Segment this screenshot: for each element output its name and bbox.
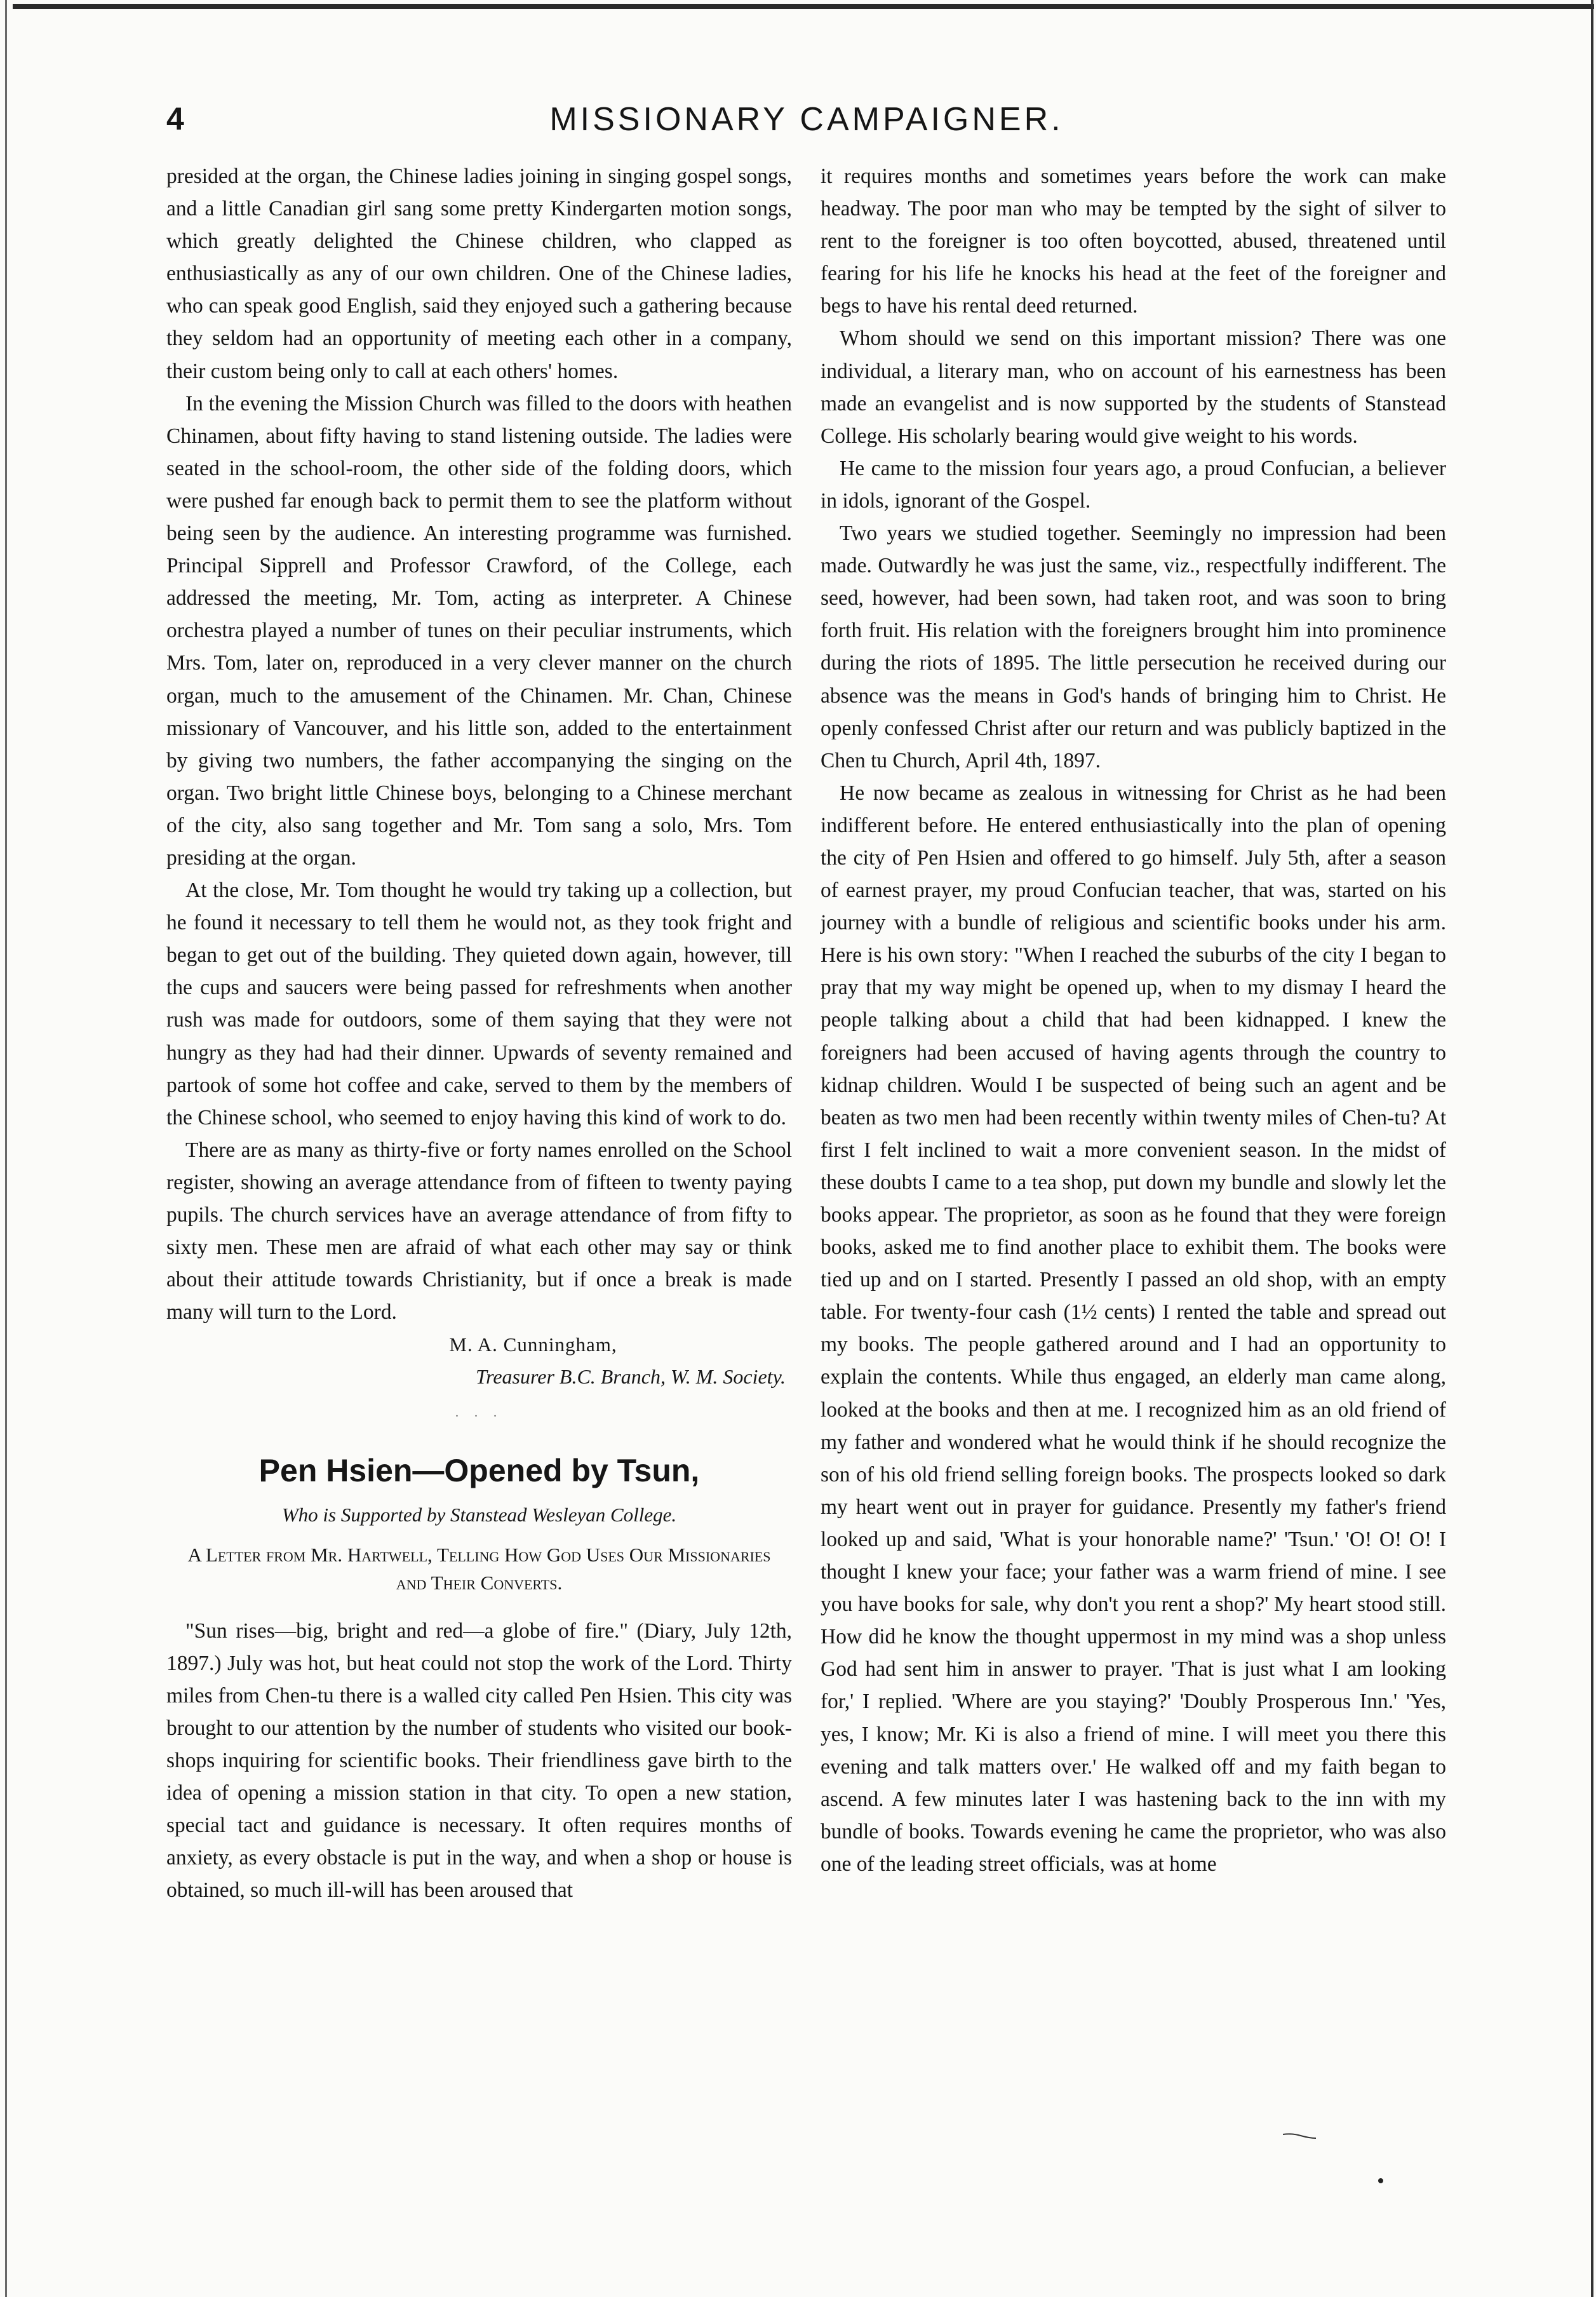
left-column — [166, 160, 792, 1906]
article-deck: A Letter from Mr. Hartwell, Telling How God Uses Our Missionaries and Their Converts. — [187, 1543, 771, 1594]
paragraph: There are as many as thirty-five or forty names enrolled on the School register, showing an average attendance from of fifteen to twenty paying pupils. The church services have an average attendance of from fifty to sixty men. These men are afraid of what each other may say or think about their attitude towards Christianity, but if once a break is made many will turn to the Lord. — [166, 1138, 792, 1324]
signature-name: M. A. Cunningham, — [449, 1333, 617, 1356]
paragraph: presided at the organ, the Chinese ladies joining in singing gospel songs, and a little Canadian girl sang some pretty Kindergarten motion songs, which greatly delighted the Chinese children, who clapped as enthusiastically as any of our own children. One of the Chinese ladies, who can speak good English, said they enjoyed such a gathering because they seldom had an opportunity of meeting each other in a company, their custom being only to call at each others' homes. — [166, 165, 792, 383]
paragraph: "Sun rises—big, bright and red—a globe of fire." (Diary, July 12th, 1897.) July was hot, but heat could not stop the work of the Lord. Thirty miles from Chen-tu there is a walled city called Pen Hsien. This city was brought to our attention by the number of students who visited our book-shops inquiring for scientific books. Their friendliness gave birth to the idea of opening a mission station in that city. To open a new station, special tact and guidance is necessary. It often requires months of anxiety, as every obstacle is put in the way, and when a shop or house is obtained, so much ill-will has been aroused that — [166, 1619, 792, 1903]
paragraph: He came to the mission four years ago, a proud Confucian, a believer in idols, ignorant of the Gospel. — [821, 456, 1446, 513]
signature-title: Treasurer B.C. Branch, W. M. Society. — [476, 1365, 786, 1389]
right-column — [821, 160, 1446, 1880]
paragraph: it requires months and sometimes years before the work can make headway. The poor man who may be tempted by the sight of silver to rent to the foreigner is too often boycotted, abused, threatened until fearing for his life he knocks his head at the feet of the foreigner and begs to have his rental deed returned. — [821, 165, 1446, 318]
paragraph: Two years we studied together. Seemingly no impression had been made. Outwardly he was just the same, viz., respectfully indifferent. The seed, however, had been sown, had taken root, and was soon to bring forth fruit. His relation with the foreigners brought him into prominence during the riots of 1895. The little persecution he received during our absence was the means in God's hands of bringing him to Christ. He openly confessed Christ after our return and was publicly baptized in the Chen tu Church, April 4th, 1897. — [821, 522, 1446, 772]
scan-dot — [1378, 2178, 1383, 2183]
scan-border-right — [1591, 0, 1593, 2297]
article-title: Pen Hsien—Opened by Tsun, — [258, 1452, 700, 1488]
page-header — [166, 100, 1447, 145]
paragraph: At the close, Mr. Tom thought he would try taking up a collection, but he found it necessary to tell them he would not, as they took fright and began to get out of the building. They quieted down again, however, till the cups and saucers were being passed for refreshments when another rush was made for outdoors, some of them saying that they were not hungry as they had had their dinner. Upwards of seventy remained and partook of some hot coffee and cake, served to them by the members of the Chinese school, who seemed to enjoy having this kind of work to do. — [166, 879, 792, 1129]
scan-mark — [1283, 2133, 1316, 2139]
section-separator: . . . — [455, 1405, 503, 1420]
paragraph: Whom should we send on this important mission? There was one individual, a literary man, who on account of his earnestness has been made an evangelist and is now supported by the students of Stanstead College. His scholarly bearing would give weight to his words. — [821, 327, 1446, 448]
paragraph: In the evening the Mission Church was filled to the doors with heathen Chinamen, about fifty having to stand listening outside. The ladies were seated in the school-room, the other side of the folding doors, which were pushed far enough back to permit them to see the platform without being seen by the audience. An interesting programme was furnished. Principal Sipprell and Professor Crawford, of the College, each addressed the meeting, Mr. Tom, acting as interpreter. A Chinese orchestra played a number of tunes on their peculiar instruments, which Mrs. Tom, later on, reproduced in a very clever manner on the church organ, much to the amusement of the Chinamen. Mr. Chan, Chinese missionary of Vancouver, and his little son, added to the entertainment by giving two numbers, the father accompanying the singing on the organ. Two bright little Chinese boys, belonging to a Chinese merchant of the city, also sang together and Mr. Tom sang a solo, Mrs. Tom presiding at the organ. — [166, 391, 792, 870]
page-number: 4 — [166, 101, 184, 137]
scan-border-top — [13, 4, 1594, 9]
paragraph: He now became as zealous in witnessing for Christ as he had been indifferent before. He entered enthusiastically into the plan of opening the city of Pen Hsien and offered to go himself. July 5th, after a season of earnest prayer, my proud Confucian teacher, that was, started on his journey with a bundle of religious and scientific books under his arm. Here is his own story: "When I reached the suburbs of the city I began to pray that my way might be opened up, when to my dismay I heard the people talking about a child that had been kidnapped. I knew the foreigners had been accused of having agents through the country to kidnap children. Would I be suspected of being such an agent and be beaten as two men had been recently within twenty miles of Chen-tu? At first I felt inclined to wait a more convenient season. In the midst of these doubts I came to a tea shop, put down my bundle and slowly let the books appear. The proprietor, as soon as he found that they were foreign books, asked me to find another place to exhibit them. The books were tied up and on I started. Presently I passed an old shop, with an empty table. For twenty-four cash (1½ cents) I rented the table and spread out my books. The people gathered around and I had an opportunity to explain the contents. While thus engaged, an elderly man came along, looked at the books and then at me. I recognized him as an old friend of my father and wondered what he would think if he should recognize the son of his old friend selling foreign books. The prospects looked so dark my heart went out in prayer for guidance. Presently my father's friend looked up and said, 'What is your honorable name?' 'Tsun.' 'O! O! O! I thought I knew your face; your father was a warm friend of mine. I see you have books for sale, why don't you rent a shop?' My heart stood still. How did he know the thought uppermost in my mind was a shop unless God had sent him in answer to prayer. 'That is just what I am looking for,' I replied. 'Where are you staying?' 'Doubly Prosperous Inn.' 'Yes, yes, I know; Mr. Ki is also a friend of mine. I will meet you there this evening and talk matters over.' He walked off and my faith began to ascend. A few minutes later I was hastening back to the inn with my bundle of books. Towards evening he came the proprietor, who was also one of the leading street officials, was at home — [821, 781, 1446, 1876]
scan-border-left — [5, 0, 7, 2297]
article-subtitle: Who is Supported by Stanstead Wesleyan College. — [281, 1503, 677, 1526]
running-head: MISSIONARY CAMPAIGNER. — [549, 101, 1064, 138]
